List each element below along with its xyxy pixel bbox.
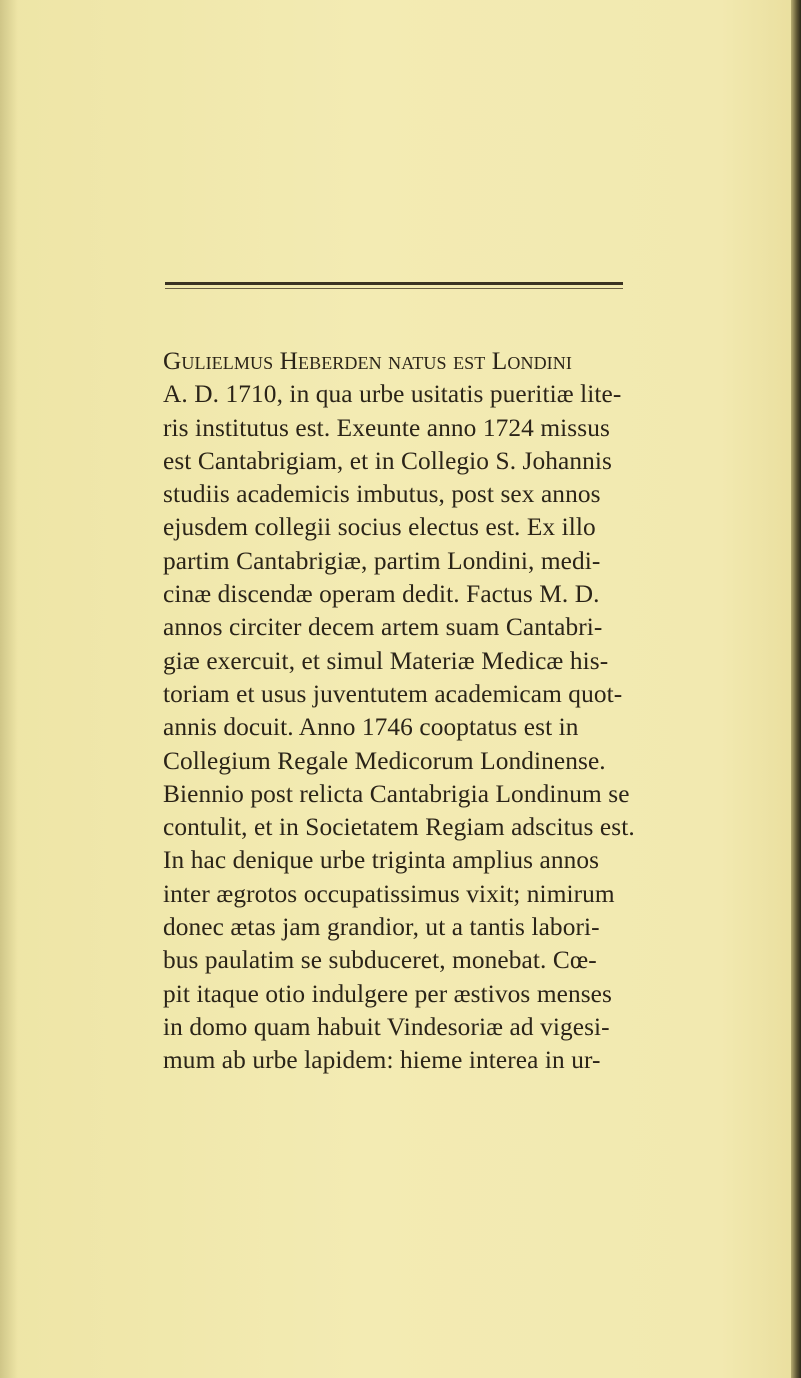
text-line: inter ægrotos occupatissimus vixit; nimirum: [163, 879, 615, 908]
text-line: giæ exercuit, et simul Materiæ Medicæ his-: [163, 646, 609, 675]
text-line: donec ætas jam grandior, ut a tantis labori-: [163, 913, 600, 942]
text-line: ris institutus est. Exeunte anno 1724 missus: [163, 413, 610, 442]
text-line: contulit, et in Societatem Regiam adscitus est.: [163, 813, 635, 842]
text-line: annis docuit. Anno 1746 cooptatus est in: [163, 713, 579, 742]
header-rule-thin: [165, 288, 623, 289]
text-line: Gulielmus Heberden natus est Londini: [163, 347, 572, 375]
text-line: annos circiter decem artem suam Cantabri-: [163, 613, 603, 642]
page-edge: [791, 0, 801, 1378]
body-paragraph: [163, 345, 638, 1078]
text-line: toriam et usus juventutem academicam quot-: [163, 679, 623, 708]
text-line: Collegium Regale Medicorum Londinense.: [163, 746, 606, 775]
text-line: cinæ discendæ operam dedit. Factus M. D.: [163, 580, 600, 609]
header-rule: [165, 282, 623, 285]
text-line: pit itaque otio indulgere per æstivos menses: [163, 979, 612, 1008]
text-line: est Cantabrigiam, et in Collegio S. Johannis: [163, 446, 613, 475]
page-gutter-shadow: [0, 0, 18, 1378]
text-line: In hac denique urbe triginta amplius annos: [163, 846, 600, 875]
text-line: Biennio post relicta Cantabrigia Londinum se: [163, 779, 630, 808]
text-line: A. D. 1710, in qua urbe usitatis pueritiæ lite-: [163, 380, 622, 409]
text-line: partim Cantabrigiæ, partim Londini, medi-: [163, 546, 601, 575]
text-line: ejusdem collegii socius electus est. Ex illo: [163, 513, 596, 542]
text-line: studiis academicis imbutus, post sex annos: [163, 480, 601, 509]
text-line: bus paulatim se subduceret, monebat. Cœ-: [163, 946, 597, 975]
text-line: mum ab urbe lapidem: hieme interea in ur-: [163, 1046, 601, 1075]
text-line: in domo quam habuit Vindesoriæ ad vigesi-: [163, 1012, 610, 1041]
